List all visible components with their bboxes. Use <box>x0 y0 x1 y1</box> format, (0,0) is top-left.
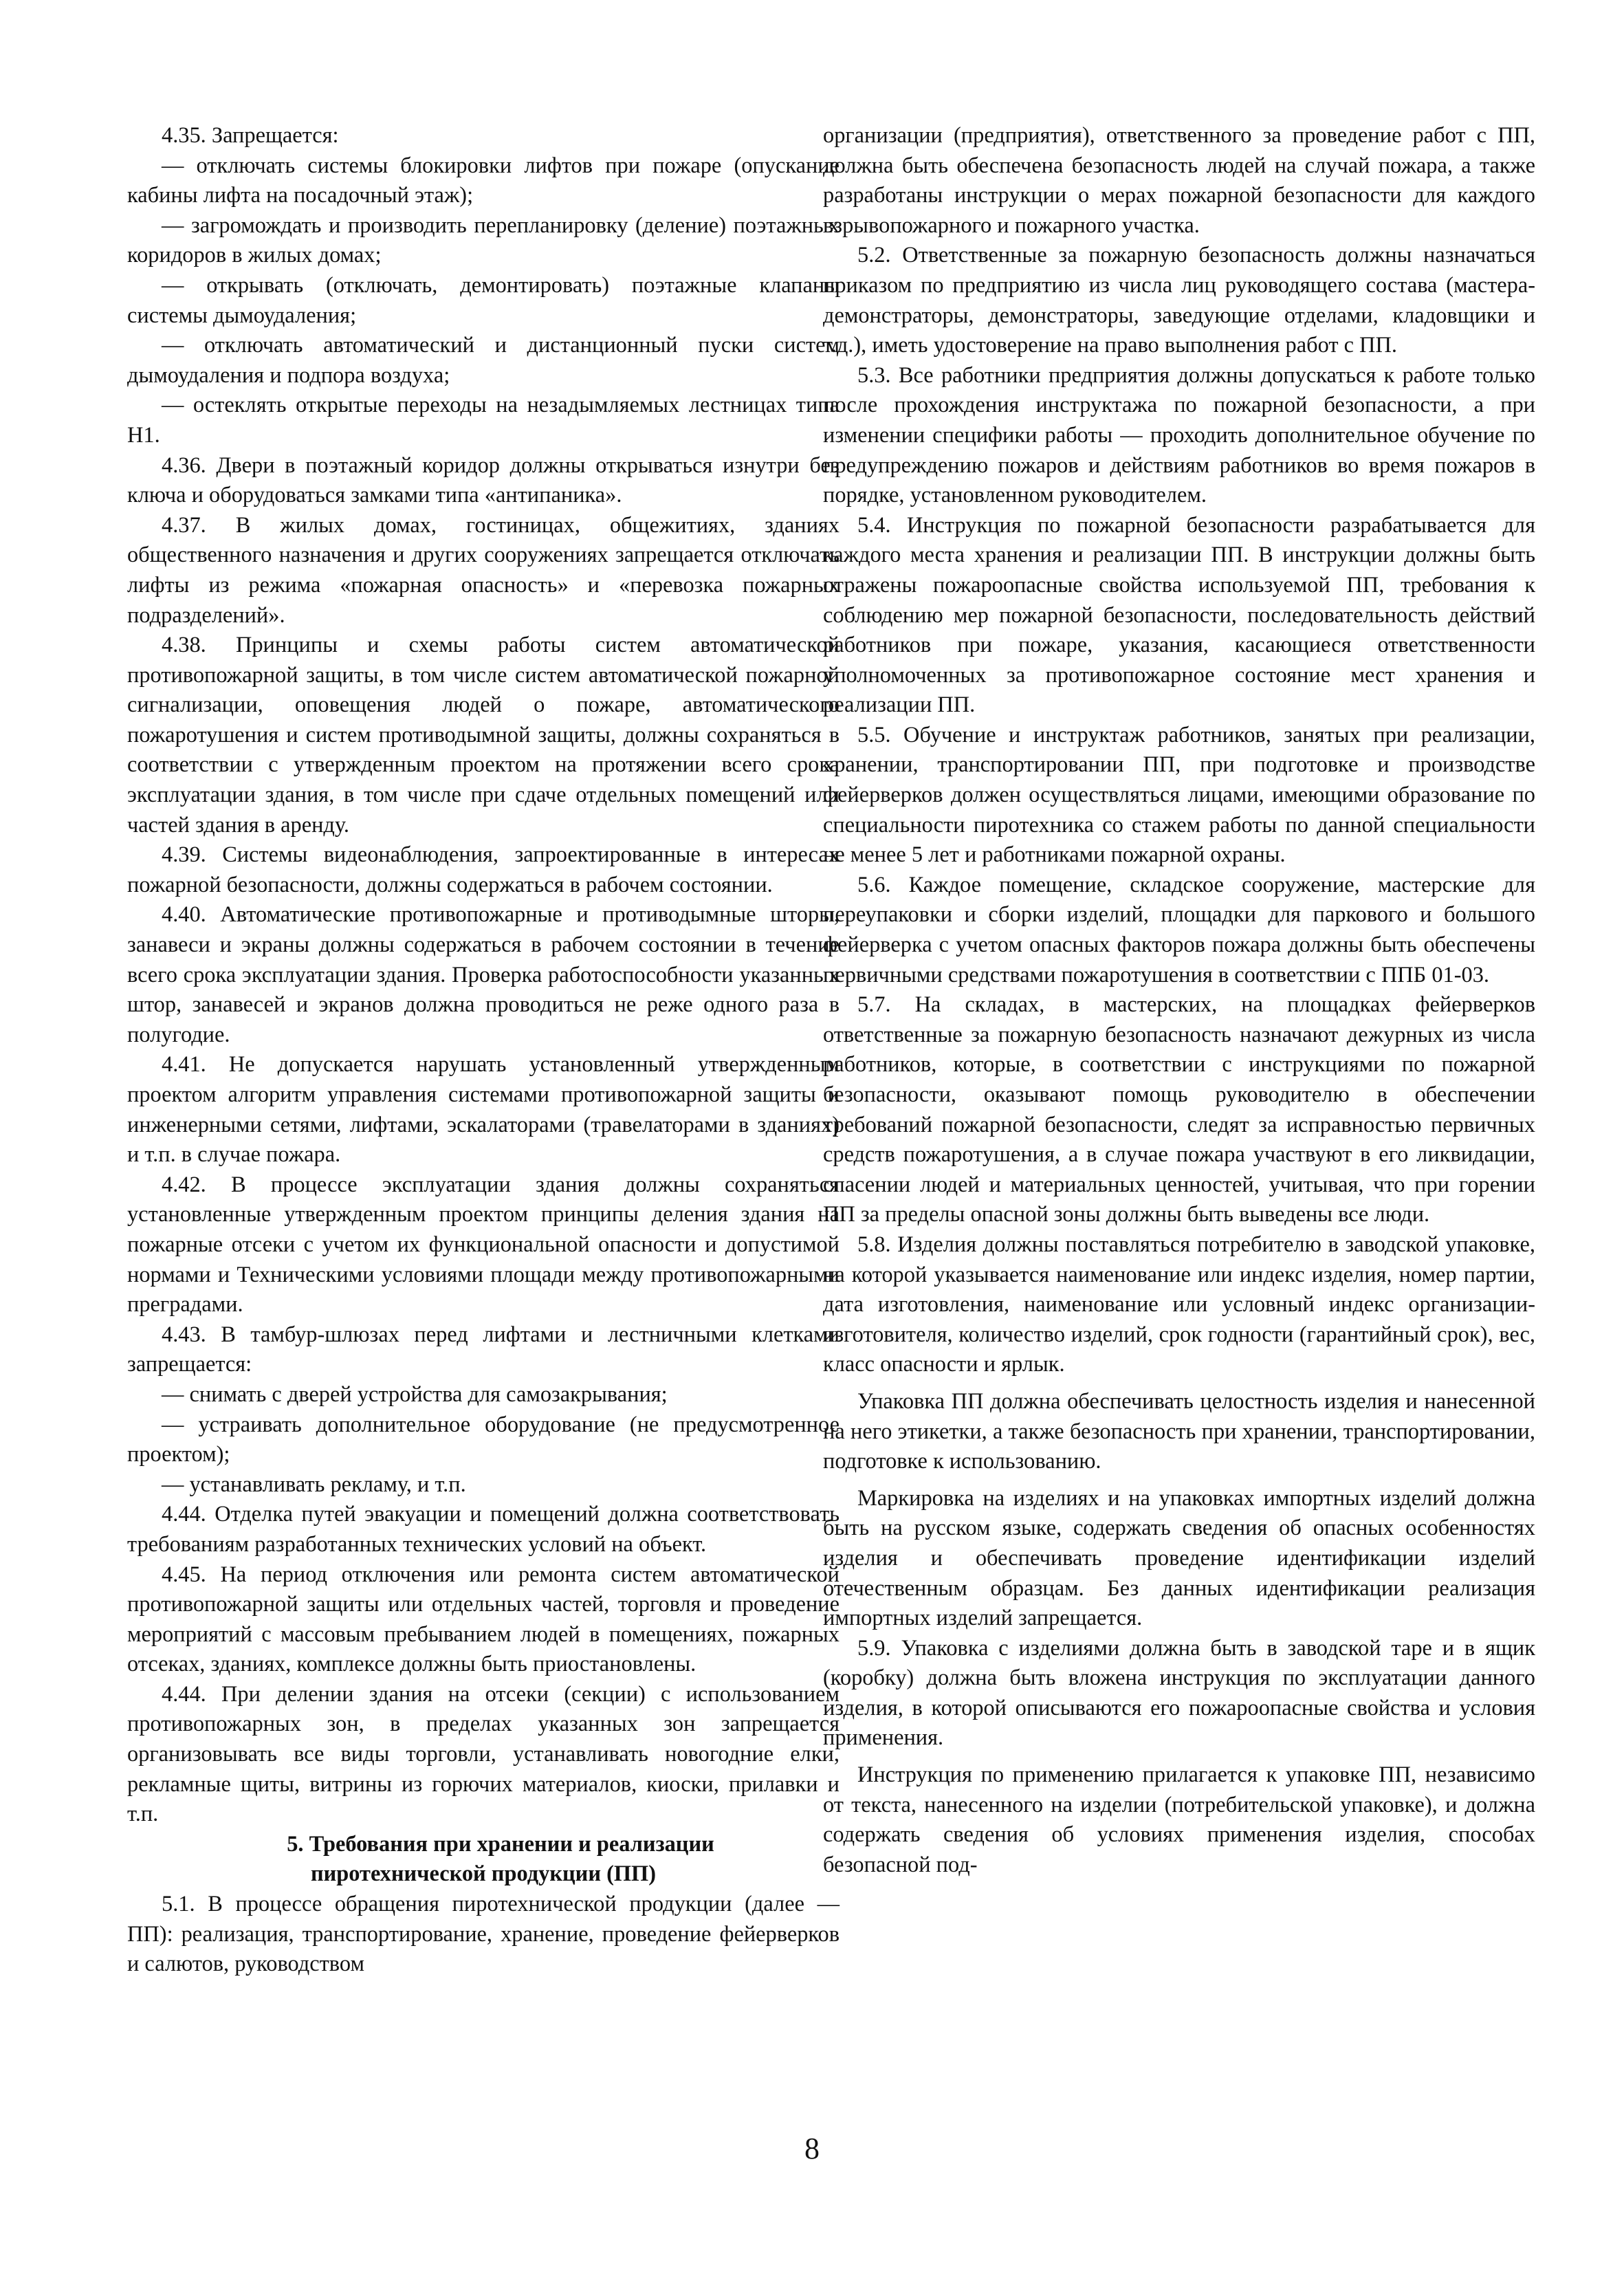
paragraph: 4.42. В процессе эксплуатации здания должны сохраняться установленные утвержденным проектом принципы деления здания на пожарные отсеки с учетом их функциональной опасности и допустимой нормами и Техническими условиями площади между противопожарными преградами. <box>127 1172 840 1318</box>
paragraph: 5.5. Обучение и инструктаж работников, занятых при реализации, хранении, транспортировании ПП, при подготовке и производстве фейерверков должен осуществляться лицами, имеющими образование по специальности пиротехника со стажем работы по данной специальности не менее 5 лет и работниками пожарной охраны. <box>823 722 1535 868</box>
paragraph: 4.45. На период отключения или ремонта систем автоматической противопожарной защиты или отдельных частей, торговля и проведение мероприятий с массовым пребыванием людей в помещениях, пожарных отсеках, зданиях, комплексе должны быть приостановлены. <box>127 1562 840 1677</box>
paragraph: Маркировка на изделиях и на упаковках импортных изделий должна быть на русском языке, содержать сведения об опасных особенностях изделия и обеспечивать проведение идентификации изделий отечественным образцам. Без данных идентификации реализация импортных изделий запрещается. <box>823 1485 1535 1631</box>
paragraph: 4.37. В жилых домах, гостиницах, общежитиях, зданиях общественного назначения и других сооружениях запрещается отключать лифты из режима «пожарная опасность» и «перевозка пожарных подразделений». <box>127 512 840 628</box>
paragraph: 4.35. Запрещается: <box>162 123 339 148</box>
paragraph: 4.39. Системы видеонаблюдения, запроектированные в интересах пожарной безопасности, должны содержаться в рабочем состоянии. <box>127 842 840 897</box>
paragraph: 4.41. Не допускается нарушать установленный утвержденным проектом алгоритм управления системами противопожарной защиты и инженерными сетями, лифтами, эскалаторами (травелаторами в зданиях) и т.п. в случае пожара. <box>127 1052 840 1168</box>
paragraph: — загромождать и производить перепланировку (деление) поэтажных коридоров в жилых домах; <box>127 212 840 268</box>
paragraph: — устраивать дополнительное оборудование (не предусмотренное проектом); <box>127 1412 840 1467</box>
paragraph: — отключать системы блокировки лифтов при пожаре (опускание кабины лифта на посадочный этаж); <box>127 153 840 208</box>
paragraph: Упаковка ПП должна обеспечивать целостность изделия и нанесенной на него этикетки, а также безопасность при хранении, транспортировании, подготовке к использованию. <box>823 1388 1535 1474</box>
left-column <box>127 121 840 1980</box>
paragraph: 5.2. Ответственные за пожарную безопасность должны назначаться приказом по предприятию из числа лиц руководящего состава (мастера-демонстраторы, демонстраторы, заведующие отделами, кладовщики и т.д.), иметь удостоверение на право выполнения работ с ПП. <box>823 243 1535 358</box>
paragraph: 5.8. Изделия должны поставляться потребителю в заводской упаковке, на которой указывается наименование или индекс изделия, номер партии, дата изготовления, наименование или условный индекс организации-изготовителя, количество изделий, срок годности (гарантийный срок), вес, класс опасности и ярлык. <box>823 1232 1535 1377</box>
paragraph: 4.38. Принципы и схемы работы систем автоматической противопожарной защиты, в том числе систем автоматической пожарной сигнализации, оповещения людей о пожаре, автоматического пожаротушения и систем противодымной защиты, должны сохраняться в соответствии с утвержденным проектом на протяжении всего срока эксплуатации здания, в том числе при сдаче отдельных помещений или частей здания в аренду. <box>127 633 840 838</box>
paragraph-continuation: организации (предприятия), ответственного за проведение работ с ПП, должна быть обеспечена безопасность людей на случай пожара, а также разработаны инструкции о мерах пожарной безопасности для каждого взрывопожарного и пожарного участка. <box>823 123 1535 238</box>
page-number: 8 <box>804 2132 820 2165</box>
paragraph: — отключать автоматический и дистанционный пуски систем дымоудаления и подпора воздуха; <box>127 333 840 388</box>
paragraph: 5.7. На складах, в мастерских, на площадках фейерверков ответственные за пожарную безопасность назначают дежурных из числа работников, которые, в соответствии с инструкциями по пожарной безопасности, оказывают помощь руководителю в обеспечении требований пожарной безопасности, следят за исправностью первичных средств пожаротушения, а в случае пожара участвуют в его ликвидации, спасении людей и материальных ценностей, учитывая, что при горении ПП за пределы опасной зоны должны быть выведены все люди. <box>823 992 1535 1227</box>
paragraph: 5.4. Инструкция по пожарной безопасности разрабатывается для каждого места хранения и реализации ПП. В инструкции должны быть отражены пожароопасные свойства используемой ПП, требования к соблюдению мер пожарной безопасности, последовательность действий работников при пожаре, указания, касающиеся ответственности уполномоченных за противопожарное состояние мест хранения и реализации ПП. <box>823 512 1535 718</box>
paragraph: 4.40. Автоматические противопожарные и противодымные шторы, занавеси и экраны должны содержаться в рабочем состоянии в течение всего срока эксплуатации здания. Проверка работоспособности указанных штор, занавесей и экранов должна проводиться не реже одного раза в полугодие. <box>127 902 840 1047</box>
paragraph: 5.1. В процессе обращения пиротехнической продукции (далее — ПП): реализация, транспортирование, хранение, проведение фейерверков и салютов, руководством <box>127 1892 840 1977</box>
paragraph: — остеклять открытые переходы на незадымляемых лестницах типа Н1. <box>127 393 840 448</box>
paragraph: — устанавливать рекламу, и т.п. <box>162 1472 466 1497</box>
paragraph: 5.6. Каждое помещение, складское сооружение, мастерские для переупаковки и сборки изделий, площадки для паркового и большого фейерверка с учетом опасных факторов пожара должны быть обеспечены первичными средствами пожаротушения в соответствии с ППБ 01-03. <box>823 872 1535 987</box>
section-heading-line1: 5. Требования при хранении и реализации <box>287 1831 714 1857</box>
paragraph: 4.43. В тамбур-шлюзах перед лифтами и лестничными клетками запрещается: <box>127 1322 840 1377</box>
paragraph: 4.36. Двери в поэтажный коридор должны открываться изнутри без ключа и оборудоваться замками типа «антипаника». <box>127 452 840 508</box>
paragraph: — снимать с дверей устройства для самозакрывания; <box>162 1381 668 1407</box>
section-heading <box>127 1830 840 1890</box>
paragraph: 5.9. Упаковка с изделиями должна быть в заводской таре и в ящик (коробку) должна быть вложена инструкция по эксплуатации данного изделия, в которой описываются его пожароопасные свойства и условия применения. <box>823 1635 1535 1751</box>
paragraph: 5.3. Все работники предприятия должны допускаться к работе только после прохождения инструктажа по пожарной безопасности, а при изменении специфики работы — проходить дополнительное обучение по предупреждению пожаров и действиям работников во время пожаров в порядке, установленном руководителем. <box>823 362 1535 508</box>
paragraph: — открывать (отключать, демонтировать) поэтажные клапаны системы дымоудаления; <box>127 272 840 328</box>
right-column <box>823 121 1535 1880</box>
paragraph: 4.44. Отделка путей эвакуации и помещений должна соответствовать требованиям разработанных технических условий на объект. <box>127 1502 840 1557</box>
paragraph: 4.44. При делении здания на отсеки (секции) с использованием противопожарных зон, в пределах указанных зон запрещается организовывать все виды торговли, устанавливать новогодние елки, рекламные щиты, витрины из горючих материалов, киоски, прилавки и т.п. <box>127 1681 840 1827</box>
section-heading-line2: пиротехнической продукции (ПП) <box>310 1861 657 1887</box>
paragraph: Инструкция по применению прилагается к упаковке ПП, независимо от текста, нанесенного на изделии (потребительской упаковке), и должна содержать сведения об условиях применения изделия, способах безопасной под- <box>823 1762 1535 1877</box>
